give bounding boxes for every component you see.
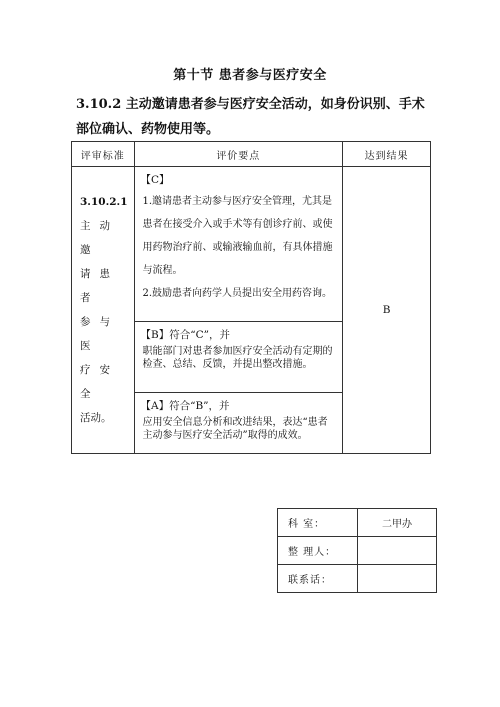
evaluation-table <box>71 141 431 454</box>
page-title: 第十节 患者参与医疗安全 <box>173 68 327 83</box>
grade-c-item2: 2.鼓励患者向药学人员提出安全用药咨询。 <box>142 288 333 299</box>
standard-line: 请患者 <box>80 268 119 304</box>
organizer-value <box>358 537 437 565</box>
contact-row <box>278 537 437 565</box>
grade-b-text: 职能部门对患者参加医疗安全活动有定期的检查、总结、反馈，并提出整改措施。 <box>142 346 333 370</box>
grade-c-item1: 1.邀请患者主动参与医疗安全管理，尤其是患者在接受介入或手术等有创诊疗前、或使用药物治疗前、或输液输血前，有具体措施与流程。 <box>142 196 333 276</box>
standard-line: 参与医 <box>80 316 119 352</box>
organizer-label: 整 理人： <box>278 537 358 565</box>
phone-label: 联系话： <box>278 565 358 593</box>
result-value: B <box>382 304 391 316</box>
header-result: 达到结果 <box>343 142 431 167</box>
grade-b-cell <box>134 322 343 393</box>
grade-a-cell <box>134 393 343 454</box>
standard-code: 3.10.2.1 <box>80 196 128 208</box>
table-row <box>72 167 431 322</box>
grade-b-label: 【B】符合“C”，并 <box>140 329 230 341</box>
result-cell <box>343 167 431 454</box>
phone-value <box>358 565 437 593</box>
section-heading: 3.10.2 主动邀请患者参与医疗安全活动，如身份识别、手术部位确认、药物使用等。 <box>76 97 425 137</box>
header-standard: 评审标准 <box>72 142 135 167</box>
contact-row <box>278 565 437 593</box>
standard-line: 主动邀 <box>80 220 119 256</box>
dept-label: 科 室： <box>278 509 358 537</box>
header-points: 评价要点 <box>134 142 343 167</box>
contact-row <box>278 509 437 537</box>
standard-line: 疗安全 <box>80 364 119 400</box>
dept-value: 二甲办 <box>358 509 437 537</box>
standard-line: 活动。 <box>80 412 112 424</box>
contact-table <box>277 508 437 593</box>
grade-a-text: 应用安全信息分析和改进结果，表达“患者主动参与医疗安全活动”取得的成效。 <box>142 417 328 441</box>
grade-c-cell <box>134 167 343 322</box>
grade-a-label: 【A】符合“B”，并 <box>140 400 230 412</box>
standard-cell <box>72 167 135 454</box>
grade-c-label: 【C】 <box>140 174 170 186</box>
table-header-row <box>72 142 431 167</box>
